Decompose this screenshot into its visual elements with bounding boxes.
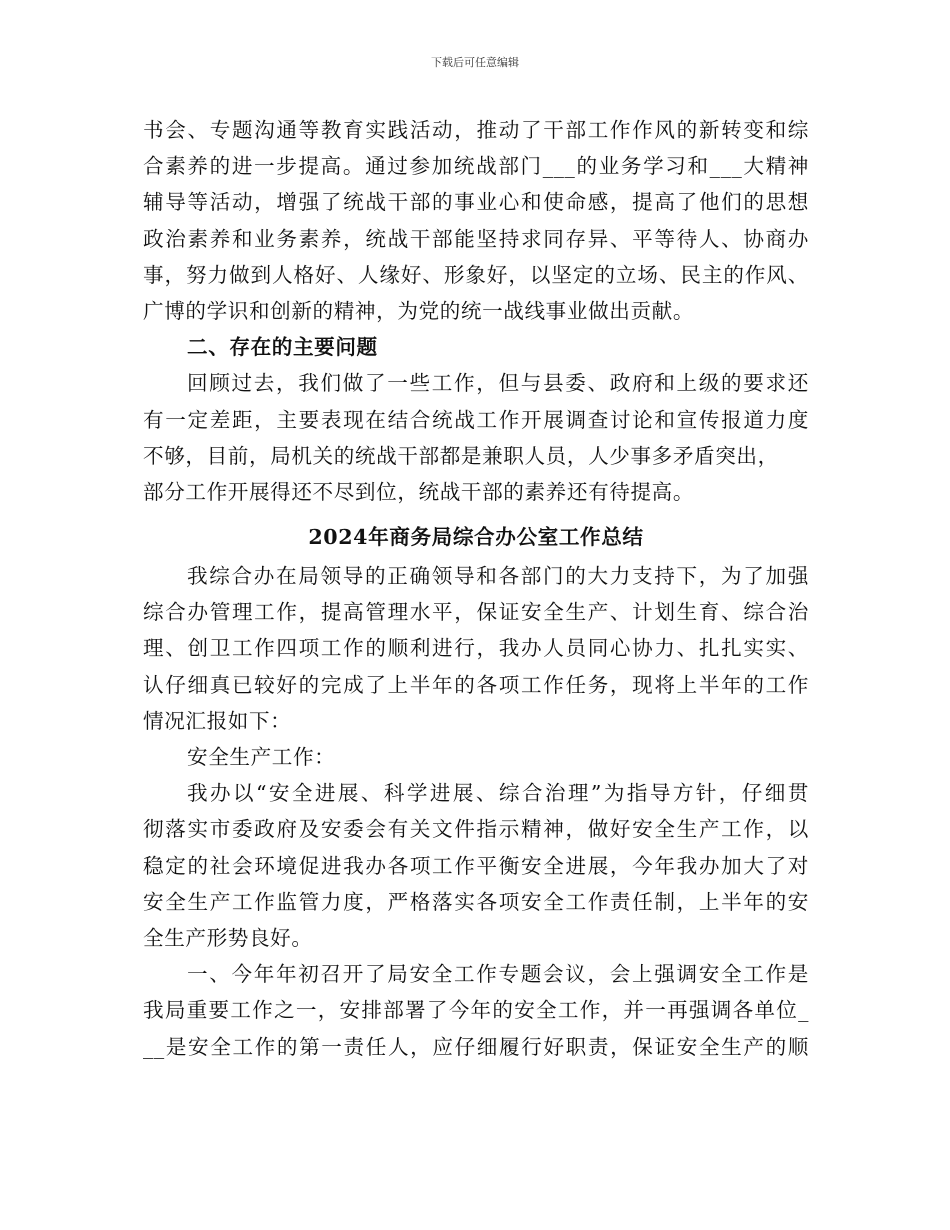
paragraph-line: 彻落实市委政府及安委会有关文件指示精神，做好安全生产工作，以 xyxy=(143,817,809,842)
paragraph-line: 回顾过去，我们做了一些工作，但与县委、政府和上级的要求还 xyxy=(187,371,809,396)
paragraph-line: 不够，目前，局机关的统战干部都是兼职人员，人少事多矛盾突出， xyxy=(143,443,779,468)
paragraph-line: 合素养的进一步提高。通过参加统战部门___的业务学习和___大精神 xyxy=(143,154,809,179)
document-body xyxy=(143,112,809,1065)
paragraph-line: 一、今年年初召开了局安全工作专题会议，会上强调安全工作是 xyxy=(187,962,809,987)
paragraph-line: 辅导等活动，增强了统战干部的事业心和使命感，提高了他们的思想 xyxy=(143,190,809,215)
paragraph-line: 认仔细真已较好的完成了上半年的各项工作任务，现将上半年的工作 xyxy=(143,672,809,697)
paragraph-line: 广博的学识和创新的精神，为党的统一战线事业做出贡献。 xyxy=(143,298,695,323)
page-header: 下载后可任意编辑 xyxy=(431,56,519,69)
paragraph-line: 理、创卫工作四项工作的顺利进行，我办人员同心协力、扎扎实实、 xyxy=(143,636,809,661)
paragraph-line: 安全生产工作监管力度，严格落实各项安全工作责任制，上半年的安 xyxy=(143,889,809,914)
paragraph-line: 情况汇报如下： xyxy=(143,708,292,733)
paragraph-line: 书会、专题沟通等教育实践活动，推动了干部工作作风的新转变和综 xyxy=(143,118,809,142)
paragraph-line: 全生产形势良好。 xyxy=(143,925,313,950)
paragraph-line: 部分工作开展得还不尽到位，统战干部的素养还有待提高。 xyxy=(143,479,695,504)
paragraph-line: 政治素养和业务素养，统战干部能坚持求同存异、平等待人、协商办 xyxy=(143,226,809,251)
document-title: 2024年商务局综合办公室工作总结 xyxy=(308,525,644,550)
paragraph-line: __是安全工作的第一责任人，应仔细履行好职责，保证安全生产的顺 xyxy=(143,1034,809,1059)
paragraph-line: 我局重要工作之一，安排部署了今年的安全工作，并一再强调各单位_ xyxy=(143,998,809,1023)
paragraph-line: 事，努力做到人格好、人缘好、形象好，以坚定的立场、民主的作风、 xyxy=(143,262,809,287)
section-heading: 二、存在的主要问题 xyxy=(187,335,378,360)
paragraph-line: 有一定差距，主要表现在结合统战工作开展调查讨论和宣传报道力度 xyxy=(143,407,809,432)
subheading: 安全生产工作： xyxy=(187,745,336,769)
paragraph-line: 我办以“安全进展、科学进展、综合治理”为指导方针，仔细贯 xyxy=(187,781,809,806)
paragraph-line: 综合办管理工作，提高管理水平，保证安全生产、计划生育、综合治 xyxy=(143,600,809,625)
paragraph-line: 我综合办在局领导的正确领导和各部门的大力支持下，为了加强 xyxy=(187,564,809,589)
paragraph-line: 稳定的社会环境促进我办各项工作平衡安全进展，今年我办加大了对 xyxy=(143,853,809,878)
